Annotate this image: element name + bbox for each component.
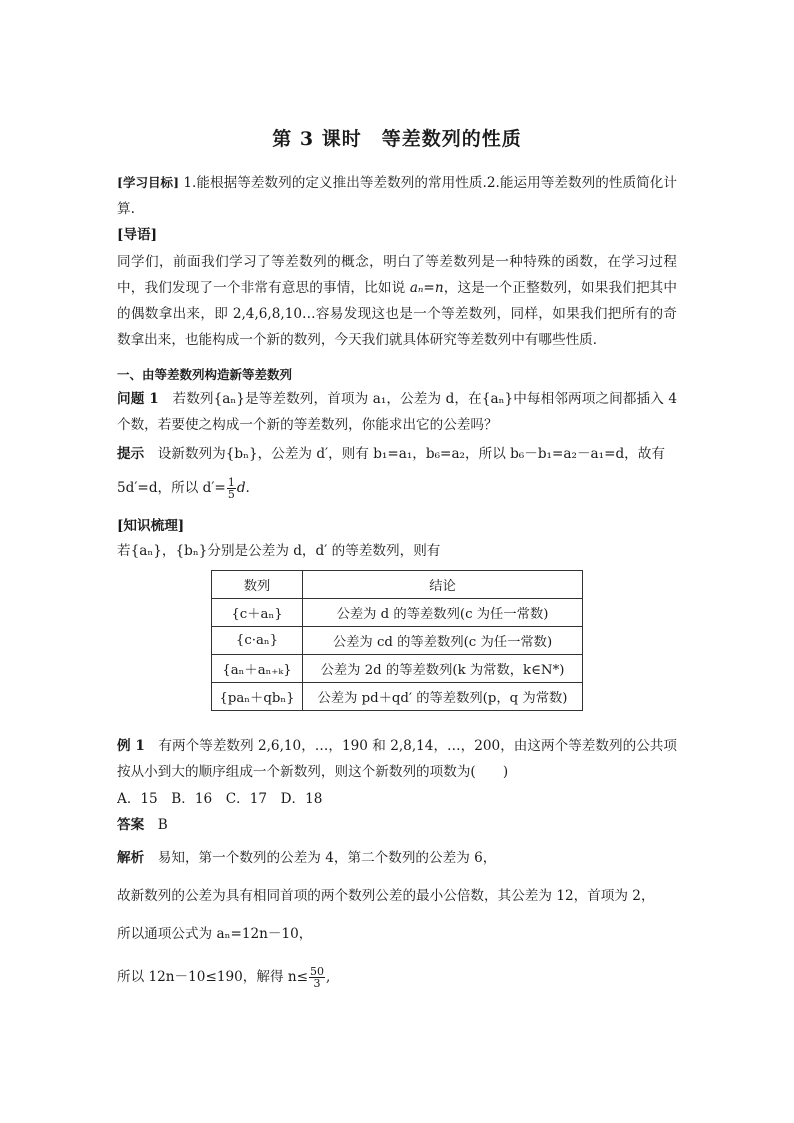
- table-cell: 公差为 d 的等差数列(c 为任一常数): [303, 599, 583, 627]
- answer-label: 答案: [117, 817, 145, 833]
- objectives-label: [学习目标]: [117, 175, 179, 190]
- solution-text-4a: 所以 12n－10≤190，解得 n≤: [117, 969, 309, 985]
- hint-line-2: [117, 477, 250, 500]
- table-cell: {c＋aₙ}: [212, 599, 303, 627]
- table-row: [212, 655, 583, 683]
- answer-line: [117, 815, 168, 835]
- hint-fraction: [227, 477, 236, 500]
- solution-line-1: [117, 848, 496, 868]
- intro-text-2: ，这是一个正整数列，如果我们把其中的偶数拿出来，即 2,4,6,8,10…容易发现这也是一个等差数列，同样，如果我们把所有的奇数拿出来，也能构成一个新的数列，今天我们就具体研究等差数列中有哪些性质．: [117, 280, 678, 348]
- table-cell: {aₙ＋aₙ₊ₖ}: [212, 655, 303, 683]
- solution-line-4: [117, 966, 330, 989]
- question-1: [117, 386, 677, 438]
- table-row: [212, 627, 583, 655]
- solution-line-3: 所以通项公式为 aₙ=12n－10，: [117, 926, 313, 942]
- hint-label: 提示: [117, 446, 145, 462]
- solution-text-4b: ,: [326, 969, 331, 985]
- question-1-text: 若数列{aₙ}是等差数列，首项为 a₁，公差为 d，在{aₙ}中每相邻两项之间都插入 4 个数，若要使之构成一个新的等差数列，你能求出它的公差吗？: [117, 391, 677, 433]
- solution-frac-denominator: 3: [313, 977, 321, 990]
- table-cell: {paₙ＋qbₙ}: [212, 683, 303, 711]
- table-row: [212, 683, 583, 711]
- intro-formula: aₙ=n: [409, 280, 444, 296]
- example-1-text: 有两个等差数列 2,6,10，…，190 和 2,8,14，…，200，由这两个等差数列的公共项按从小到大的顺序组成一个新数列，则这个新数列的项数为( ): [117, 738, 677, 780]
- hint-line-1: [117, 444, 665, 464]
- page-title: 第 3 课时 等差数列的性质: [272, 128, 522, 150]
- solution-fraction: [309, 966, 325, 989]
- example-1-options: A．15 B．16 C．17 D．18: [117, 791, 323, 807]
- hint-text-2a: 5d′=d，所以 d′=: [117, 480, 226, 496]
- solution-text-1: 易知，第一个数列的公差为 4，第二个数列的公差为 6，: [157, 850, 497, 866]
- hint-frac-denominator: 5: [227, 488, 235, 501]
- learning-objectives: [117, 170, 677, 222]
- section-1-heading: 一、由等差数列构造新等差数列: [117, 367, 293, 382]
- table-header-cell: 结论: [303, 571, 583, 599]
- solution-frac-numerator: 50: [310, 965, 325, 978]
- intro-text-1: 同学们，前面我们学习了等差数列的概念，明白了等差数列是一种特殊的函数，在学习过程中，我们发现了一个非常有意思的事情，比如说: [117, 254, 677, 296]
- intro-paragraph: [117, 249, 677, 353]
- table-header-row: [212, 571, 583, 599]
- properties-table: [211, 570, 583, 711]
- solution-line-2: 故新数列的公差为具有相同首项的两个数列公差的最小公倍数，其公差为 12，首项为 2，: [117, 888, 655, 904]
- table-cell: 公差为 pd＋qd′ 的等差数列(p，q 为常数): [303, 683, 583, 711]
- hint-frac-numerator: 1: [227, 476, 235, 489]
- objectives-text: 1.能根据等差数列的定义推出等差数列的常用性质.2.能运用等差数列的性质简化计算.: [117, 175, 677, 217]
- question-1-label: 问题 1: [117, 391, 159, 407]
- knowledge-heading: [知识梳理]: [117, 518, 185, 534]
- table-row: [212, 599, 583, 627]
- table-cell: 公差为 cd 的等差数列(c 为任一常数): [303, 627, 583, 655]
- solution-label: 解析: [117, 850, 145, 866]
- knowledge-intro: 若{aₙ}，{bₙ}分别是公差为 d，d′ 的等差数列，则有: [117, 543, 441, 559]
- table-header-cell: 数列: [212, 571, 303, 599]
- answer-value: B: [157, 817, 168, 833]
- example-1: [117, 733, 677, 785]
- intro-heading: [导语]: [117, 227, 158, 243]
- hint-text-2b: d.: [236, 480, 250, 496]
- table-cell: {c·aₙ}: [212, 627, 303, 655]
- table-cell: 公差为 2d 的等差数列(k 为常数，k∈N*): [303, 655, 583, 683]
- example-1-label: 例 1: [117, 738, 145, 754]
- hint-text-1: 设新数列为{bₙ}，公差为 d′，则有 b₁=a₁，b₆=a₂，所以 b₆－b₁=a₂－a₁=d，故有: [157, 446, 665, 462]
